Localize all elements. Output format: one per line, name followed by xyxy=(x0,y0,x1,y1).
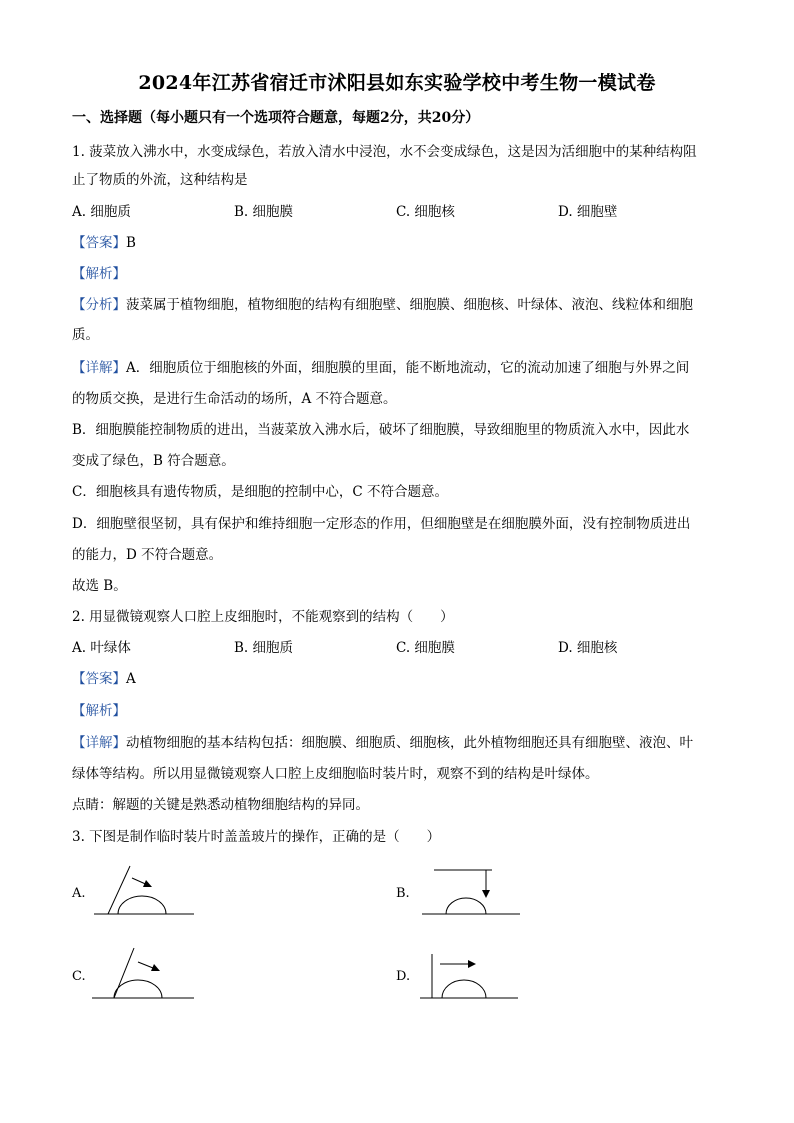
q1-option-c: C. 细胞核 xyxy=(396,204,455,220)
q1-fenxi-line1 xyxy=(72,295,732,315)
q3-option-c-label: C. xyxy=(72,969,86,984)
q2-analysis-tag xyxy=(72,701,732,721)
q2-option-a: A. 叶绿体 xyxy=(72,640,131,656)
detail-tag: 【详解】 xyxy=(72,360,126,376)
q1-option-a: A. 细胞质 xyxy=(72,204,131,220)
analysis-tag: 【解析】 xyxy=(72,266,126,282)
answer-value: B xyxy=(126,235,136,251)
q3-diagram-c xyxy=(90,944,200,1004)
fenxi-tag: 【分析】 xyxy=(72,297,126,313)
q1-detail-b2: 变成了绿色，B 符合题意。 xyxy=(72,453,235,469)
q3-diagram-a xyxy=(90,860,200,920)
q2-option-c: C. 细胞膜 xyxy=(396,640,455,656)
q1-fenxi-line2: 质。 xyxy=(72,327,99,343)
detail-text: A．细胞质位于细胞核的外面，细胞膜的里面，能不断地流动，它的流动加速了细胞与外界之间 xyxy=(126,360,690,376)
q1-detail-c: C．细胞核具有遗传物质，是细胞的控制中心，C 不符合题意。 xyxy=(72,484,448,500)
q3-diagram-d xyxy=(418,946,528,1006)
q1-stem-line1: 1. 菠菜放入沸水中，水变成绿色，若放入清水中浸泡，水不会变成绿色，这是因为活细胞中的某种结构阻 xyxy=(72,144,697,160)
section-heading: 一、选择题（每小题只有一个选项符合题意，每题2分，共20分） xyxy=(72,110,480,126)
q1-answer xyxy=(72,233,732,253)
answer-tag: 【答案】 xyxy=(72,671,126,687)
answer-tag: 【答案】 xyxy=(72,235,126,251)
q2-option-d: D. 细胞核 xyxy=(558,640,618,656)
q2-answer xyxy=(72,669,732,689)
q1-detail-d2: 的能力，D 不符合题意。 xyxy=(72,547,223,563)
q1-detail-a1 xyxy=(72,358,732,378)
q3-option-a-label: A. xyxy=(72,886,86,901)
detail-text: 动植物细胞的基本结构包括：细胞膜、细胞质、细胞核，此外植物细胞还具有细胞壁、液泡、叶 xyxy=(126,735,693,751)
q1-conclusion: 故选 B。 xyxy=(72,578,127,594)
q2-detail-line2: 绿体等结构。所以用显微镜观察人口腔上皮细胞临时装片时，观察不到的结构是叶绿体。 xyxy=(72,766,599,782)
page-title: 2024年江苏省宿迁市沭阳县如东实验学校中考生物一模试卷 xyxy=(138,72,656,94)
q1-detail-b1: B．细胞膜能控制物质的进出，当菠菜放入沸水后，破坏了细胞膜，导致细胞里的物质流入水中，因此水 xyxy=(72,422,690,438)
q2-stem: 2. 用显微镜观察人口腔上皮细胞时，不能观察到的结构（ ） xyxy=(72,609,454,625)
detail-tag: 【详解】 xyxy=(72,735,126,751)
q2-option-b: B. 细胞质 xyxy=(234,640,294,656)
q3-diagram-b xyxy=(418,862,528,922)
q3-stem: 3. 下图是制作临时装片时盖盖玻片的操作，正确的是（ ） xyxy=(72,829,441,845)
q1-detail-a2: 的物质交换，是进行生命活动的场所，A 不符合题意。 xyxy=(72,391,397,407)
q2-tip: 点睛：解题的关键是熟悉动植物细胞结构的异同。 xyxy=(72,797,369,813)
q3-option-d-label: D. xyxy=(396,969,411,984)
q1-detail-d1: D．细胞壁很坚韧，具有保护和维持细胞一定形态的作用，但细胞壁是在细胞膜外面，没有控制物质进出 xyxy=(72,516,691,532)
answer-value: A xyxy=(126,671,136,687)
q3-option-b-label: B. xyxy=(396,886,410,901)
fenxi-text: 菠菜属于植物细胞，植物细胞的结构有细胞壁、细胞膜、细胞核、叶绿体、液泡、线粒体和细胞 xyxy=(126,297,693,313)
q2-detail-line1 xyxy=(72,733,732,753)
q1-option-b: B. 细胞膜 xyxy=(234,204,294,220)
q1-stem-line2: 止了物质的外流，这种结构是 xyxy=(72,172,248,188)
q1-option-d: D. 细胞壁 xyxy=(558,204,618,220)
analysis-tag: 【解析】 xyxy=(72,703,126,719)
q1-analysis-tag xyxy=(72,264,732,284)
